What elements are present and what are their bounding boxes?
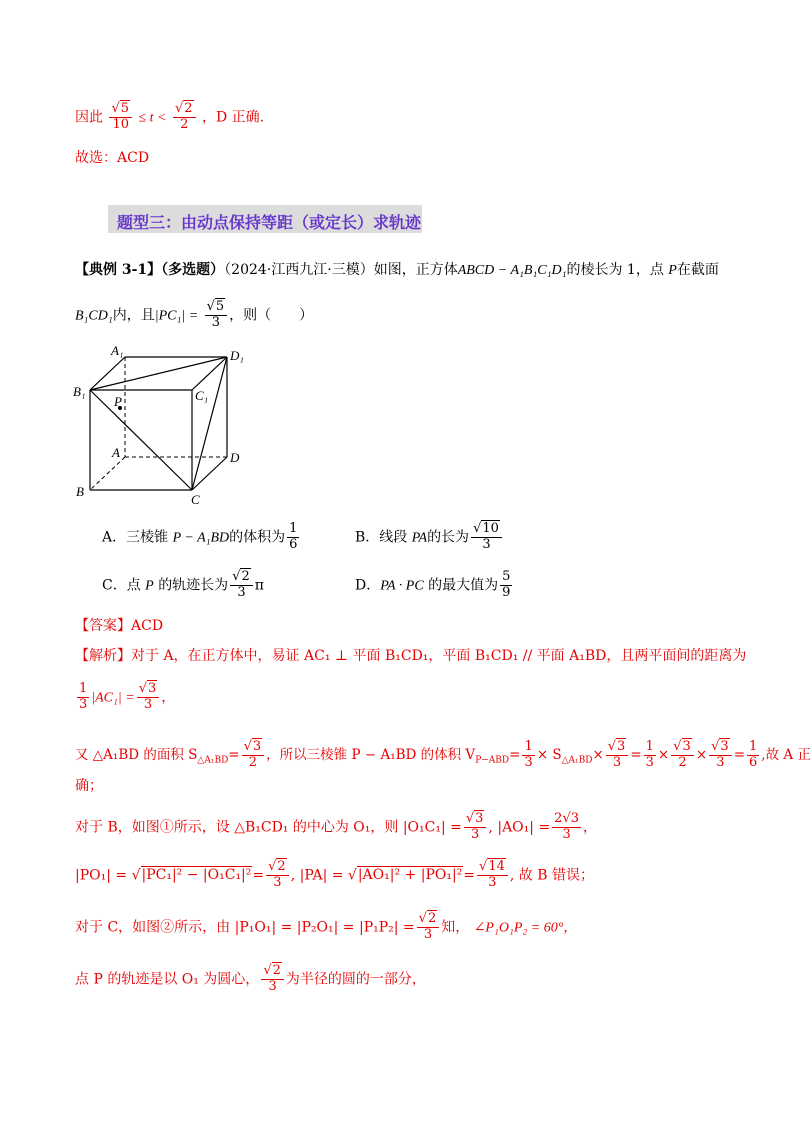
text: 在截面 — [676, 262, 719, 278]
subscript: P−ABD — [475, 755, 510, 766]
option-d — [355, 570, 514, 601]
analysis-line-3 — [75, 740, 811, 771]
edge-d1c — [192, 357, 227, 490]
edge-b1d1 — [90, 357, 227, 390]
label-b: B — [76, 484, 84, 499]
text: 对于 B，如图①所示，设 △B₁CD₁ 的中心为 O₁，则 |O₁C₁| = — [75, 819, 462, 836]
subscript: △A₁BD — [561, 755, 593, 766]
fraction: $\frac{√10}{3}$ — [471, 522, 502, 553]
fraction: $\frac{√3}{3}$ — [606, 740, 629, 771]
option-a — [102, 522, 301, 553]
text: = — [463, 867, 476, 884]
fraction: $\frac{√3}{3}$ — [709, 740, 732, 771]
text: 知， — [441, 919, 470, 936]
text: 点 P 的轨迹是以 O₁ 为圆心， — [75, 971, 260, 988]
text: × — [695, 746, 708, 763]
example-line-2 — [75, 300, 313, 331]
label-c1: C₁ — [195, 388, 209, 403]
text: , |PA| = — [290, 867, 344, 884]
label-c: C — [191, 492, 200, 507]
analysis-line-2 — [75, 682, 175, 713]
math: PA · PC — [380, 578, 424, 594]
text: × S — [536, 746, 562, 763]
math: ∠P₁O₁P₂ = 60°， — [473, 920, 578, 936]
fraction: $\frac{√14}{3}$ — [477, 860, 508, 891]
text: ， — [583, 819, 597, 836]
analysis-line-6: |PO₁| = √|PC₁|² − |O₁C₁|²= $\frac{√2}{3}$ , |PA| = √|AO₁|² + |PO₁|²= $\frac{√14}{3}$ , 故 B 错误； — [75, 859, 594, 890]
text: × — [657, 746, 670, 763]
text: 的轨迹长为 — [158, 577, 229, 594]
text: ，D 正确. — [202, 109, 265, 126]
option-label: C．点 — [102, 577, 141, 594]
text: ，所以三棱锥 P − A₁BD 的体积 V — [266, 746, 476, 763]
analysis-line-8 — [75, 964, 426, 995]
text: = — [228, 746, 240, 763]
point-p: P — [668, 263, 677, 278]
text: = — [252, 867, 265, 884]
text: |PO₁| = — [75, 867, 128, 884]
fraction: $\frac{1}{3}$ — [524, 739, 533, 770]
top-line-1 — [75, 102, 264, 133]
label-d1: D₁ — [230, 348, 244, 363]
label-p: P — [114, 394, 122, 409]
math: PA — [411, 530, 428, 546]
example-tag: 【典例 3-1】 — [75, 262, 162, 278]
answer: 【答案】ACD — [75, 618, 164, 634]
text: ,故 A 正 — [761, 746, 811, 763]
label-b1: B₁ — [73, 384, 86, 399]
text: ，则（ ） — [229, 307, 314, 324]
edge-d1c1 — [192, 357, 227, 390]
text: 的长为 — [427, 529, 470, 546]
edge-b1a1 — [90, 357, 125, 390]
label-a: A — [112, 445, 120, 460]
text: 又 △A₁BD 的面积 S — [75, 746, 198, 763]
text: 的体积为 — [229, 529, 286, 546]
math: P − A₁BD — [172, 530, 230, 546]
cube-name: ABCD − A₁B₁C₁D₁ — [457, 263, 567, 278]
fraction: $\frac{√3}{3}$ — [464, 812, 487, 843]
top-line-2: 故选：ACD — [75, 150, 150, 166]
edge-cd — [192, 457, 227, 490]
option-label: B．线段 — [355, 529, 408, 546]
cube-figure — [70, 340, 260, 510]
text: 为半径的圆的一部分， — [285, 971, 426, 988]
fraction: $\frac{2√3}{3}$ — [554, 811, 579, 842]
fraction: $\frac{√3}{3}$ — [137, 682, 160, 713]
text: = — [630, 746, 642, 763]
text: × — [592, 746, 604, 763]
text: = — [509, 746, 521, 763]
analysis-line-5 — [75, 812, 597, 843]
fraction: $\frac{5}{9}$ — [502, 569, 511, 600]
fraction: $\frac{√3}{2}$ — [242, 740, 265, 771]
math: |AC₁| = — [91, 690, 135, 706]
fraction: $\frac{√2}{2}$ — [173, 102, 196, 133]
edge-b1c — [90, 390, 192, 490]
text: 的最大值为 — [428, 577, 499, 594]
hidden-edge-ab — [90, 457, 125, 490]
fraction: $\frac{√2}{3}$ — [266, 860, 289, 891]
fraction: $\frac{√2}{3}$ — [230, 570, 253, 601]
option-b — [355, 522, 504, 553]
fraction: $\frac{√2}{3}$ — [261, 964, 284, 995]
fraction: $\frac{√5}{10}$ — [109, 102, 132, 133]
subscript: △A₁BD — [197, 755, 229, 766]
fraction: $\frac{√2}{3}$ — [417, 912, 440, 943]
fraction: $\frac{√3}{2}$ — [671, 740, 694, 771]
text: , |AO₁| = — [488, 819, 551, 836]
section-name: B₁CD₁ — [75, 308, 113, 324]
inequality: ≤ t < — [138, 110, 167, 126]
fraction: $\frac{1}{3}$ — [79, 681, 88, 712]
text: , 故 B 错误； — [509, 867, 594, 884]
radicand: |PC₁|² − |O₁C₁|² — [141, 867, 252, 884]
math: P — [145, 578, 154, 594]
section-heading: 题型三：由动点保持等距（或定长）求轨迹 — [117, 213, 422, 232]
pi: π — [254, 577, 264, 594]
analysis-line-7 — [75, 912, 577, 943]
fraction: $\frac{√5}{3}$ — [205, 300, 228, 331]
text: 因此 — [75, 109, 103, 126]
label-d: D — [230, 450, 240, 465]
text: 对于 C，如图②所示，由 |P₁O₁| = |P₂O₁| = |P₁P₂| = — [75, 919, 415, 936]
fraction: $\frac{1}{6}$ — [749, 739, 758, 770]
analysis-line-4: 确； — [75, 778, 103, 794]
example-line-1 — [75, 262, 719, 280]
option-c — [102, 570, 264, 601]
radicand: |AO₁|² + |PO₁|² — [357, 867, 463, 884]
text: 内，且 — [112, 307, 155, 324]
example-source: （2024·江西九江·三模）如图，正方体 — [224, 262, 458, 278]
label-a1: A₁ — [111, 343, 124, 358]
text: |PC₁| = — [154, 308, 199, 324]
option-label: A．三棱锥 — [102, 529, 169, 546]
fraction: $\frac{1}{6}$ — [289, 521, 298, 552]
fraction: $\frac{1}{3}$ — [645, 739, 654, 770]
analysis-line-1: 【解析】对于 A，在正方体中，易证 AC₁ ⊥ 平面 B₁CD₁，平面 B₁CD₁ // 平面 A₁BD，且两平面间的距离为 — [75, 648, 747, 664]
text: 的棱长为 1，点 — [566, 262, 664, 278]
text: = — [733, 746, 746, 763]
example-type: （多选题） — [161, 262, 225, 278]
option-label: D． — [355, 577, 381, 594]
text: ， — [161, 689, 176, 706]
